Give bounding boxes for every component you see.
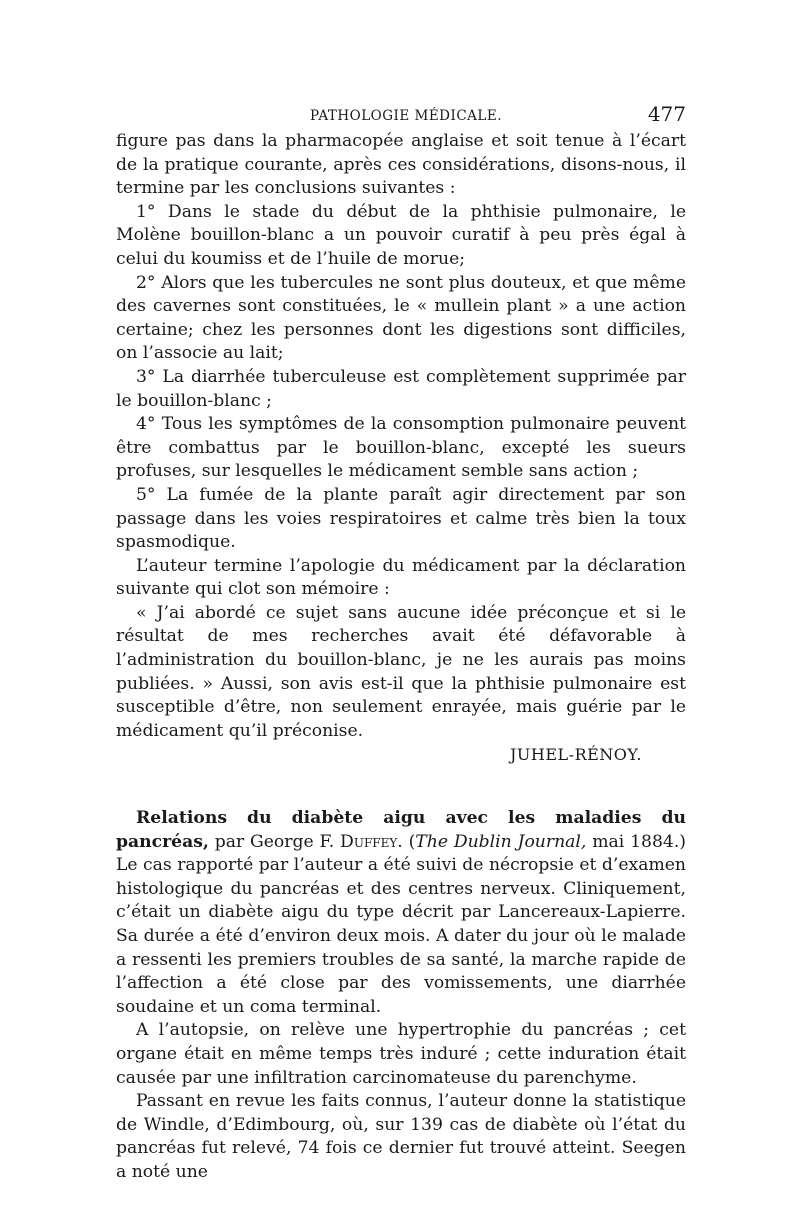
page xyxy=(116,100,686,1185)
article-author: Duffey xyxy=(340,831,398,852)
article-intro: Le cas rapporté par l’auteur a été suivi de nécropsie et d’examen histologique du pancréas et des centres nerveux. Cliniquement, c’était un diabète aigu du type décrit par Lancereaux-Lapierre. Sa durée a été d’environ deux mois. A dater du jour où le malade a ressenti les premiers troubles de sa santé, la marche rapide de l’affection a été close par des vomissements, une diarrhée soudaine et un coma terminal. xyxy=(116,855,686,1017)
running-title: PATHOLOGIE MÉDICALE. xyxy=(310,108,503,124)
quotation-paragraph: « J’ai abordé ce sujet sans aucune idée préconçue et si le résultat de mes recherches avait été défavorable à l’administration du bouillon-blanc, je ne les aurais pas moins publiées. » Aussi, son avis est-il que la phthisie pulmonaire est susceptible d’être, non seulement enrayée, mais guérie par le médicament qu’il préconise. xyxy=(116,602,686,741)
running-head xyxy=(116,100,686,130)
article-date: mai 1884.) xyxy=(586,831,686,852)
signature xyxy=(116,743,686,767)
conclusion-item-3: 3° La diarrhée tuberculeuse est complètement supprimée par le bouillon-blanc ; xyxy=(116,366,686,411)
article-journal: The Dublin Journal, xyxy=(415,831,587,852)
section-gap xyxy=(116,767,686,807)
conclusion-item-4: 4° Tous les symptômes de la consomption pulmonaire peuvent être combattus par le bouillon-blanc, excepté les sueurs profuses, sur lesquelles le médicament semble sans action ; xyxy=(116,414,686,482)
article-title: Relations du diabète aigu avec les maladies du pancréas, xyxy=(116,808,686,852)
conclusion-item-2: 2° Alors que les tubercules ne sont plus douteux, et que même des cavernes sont constituées, le « mullein plant » a une action certaine; chez les personnes dont les digestions sont difficiles, on l’associe au lait; xyxy=(116,272,686,364)
autopsy-paragraph: A l’autopsie, on relève une hypertrophie du pancréas ; cet organe était en même temps très induré ; cette induration était causée par une infiltration carcinomateuse du parenchyme. xyxy=(116,1020,686,1088)
paragraph-continuation: figure pas dans la pharmacopée anglaise et soit tenue à l’écart de la pratique courante, après ces considérations, disons-nous, il termine par les conclusions suivantes : xyxy=(116,131,686,199)
article-abstract xyxy=(116,807,686,1019)
review-paragraph: Passant en revue les faits connus, l’auteur donne la statistique de Windle, d’Edimbourg, où, sur 139 cas de diabète où l’état du pancréas fut relevé, 74 fois ce dernier fut trouvé atteint. Seegen a noté une xyxy=(116,1091,686,1182)
conclusion-item-1: 1° Dans le stade du début de la phthisie pulmonaire, le Molène bouillon-blanc a un pouvoir curatif à peu près égal à celui du koumiss et de l’huile de morue; xyxy=(116,201,686,269)
signature-name: JUHEL-RÉNOY. xyxy=(510,745,642,765)
article-open-paren: . ( xyxy=(397,831,416,852)
paragraph-author-conclusion: L’auteur termine l’apologie du médicament par la déclaration suivante qui clot son mémoire : xyxy=(116,555,686,600)
page-number: 477 xyxy=(647,102,686,126)
conclusion-item-5: 5° La fumée de la plante paraît agir directement par son passage dans les voies respiratoires et calme très bien la toux spasmodique. xyxy=(116,484,686,553)
article-byline: par George F. xyxy=(208,831,341,852)
